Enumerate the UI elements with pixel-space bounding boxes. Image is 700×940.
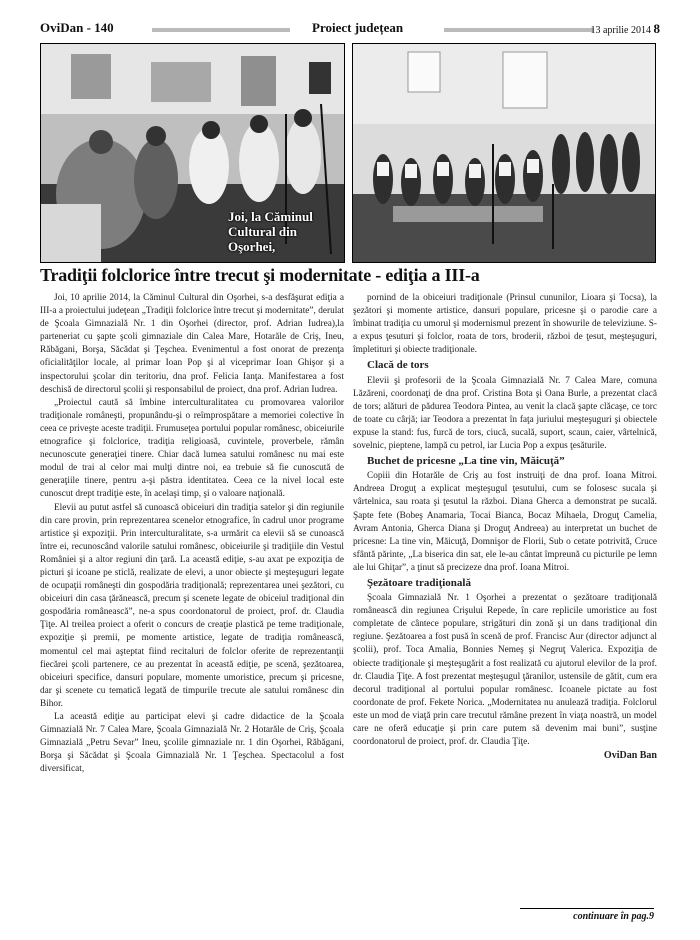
article-paragraph: Elevii şi profesorii de la Şcoala Gimnazială Nr. 7 Calea Mare, comuna Lăzăreni, coordonaţi de dna prof. Cristina Bota şi Oana Burle, a prezentat clacă de tors; alături de pădurea Teodora Pintea, au venit la clacă şapte clăcaşe, ce torc de toate cu cârjă; iar Teodora a prezentat în faţa juriului meşteşuguri şi obiectele expuse la stand: fus, furcă de tors, ciucă, sucală, suport, scaun, caier, vârtelnică, sovelnic, pieptene, lampă cu petrol, iar Lucia Pop a expus ţesăturile. — [353, 375, 657, 452]
article-paragraph: Copiii din Hotarăle de Criş au fost instruiţi de dna prof. Ioana Mitroi. Andreea Droguţ a explicat meşteşugul ţesutului, cum se folosesc sucala şi vârtelnica, sau roata şi ţesutul la război. Diana Gherca a demonstrat pe sucală. Şapte fete (Bobeş Anamaria, Tocai Bianca, Bocaz Mihaela, Droguţ Camelia, Avram Antonia, Gherca Diana şi Droguţ Andreea) au interpretat un buchet de pricesne: La tine vin, Măicuţă, Domnişor de Florii, Sub o cetate potrivită, Cruce sfântă părinte, „La biserica din sat, ele le-au cântat împreună cu picturile pe lemn ale lui Ghiţar”, a ţinut să precizeze dna prof. Ioana Mitroi. — [353, 471, 657, 573]
article-headline: Tradiţii folclorice între trecut şi modernitate - ediţia a III-a — [40, 265, 480, 285]
subheading-buchet-de-pricesne: Buchet de pricesne „La tine vin, Măicuţă” — [367, 455, 565, 468]
article-column-left — [40, 292, 344, 776]
publication-issue: OviDan - 140 — [40, 20, 114, 35]
article-paragraph: Şcoala Gimnazială Nr. 1 Oşorhei a prezentat o şezătoare tradiţională românească din regiunea Crişului Repede, în care replicile umoristice au fost completate de cântece populare, strigături din zonă şi un dans tradiţional din regiune. Şezătoarea a fost pusă în scenă de prof. Francisc Aur (director adjunct al şcolii), prof. Toca Amalia, Bonnies Nemeş şi Negruţ Valerica. Expoziţia de obiecte tradiţionale şi meşteşugărit a fost realizată cu ajutorul elevilor de la prof. dr. Claudia Ţiţe. A fost prezentat meşteşugul ţăranilor, ustensile de gătit, cum era decorul tradiţional al portului popular românesc. Icoanele pictate au fost coordonate de prof. Fekete Norica. „Modernitatea nu anulează tradiţia. Folclorul este un mod de viaţă prin care trecutul rămâne prezent în viaţa noastră, un model care ne oferă educaţie şi prin care putem să devenim mai buni”, susţine coordonatorul de proiect, prof. dr. Claudia Ţiţe. — [353, 593, 657, 748]
header-rule-right — [444, 28, 594, 32]
page-number: 8 — [653, 21, 660, 36]
photo-caption — [228, 209, 338, 254]
continuation-note: continuare în pag.9 — [573, 911, 654, 922]
article-paragraph: Elevii au putut astfel să cunoască obiceiuri din tradiţia satelor şi din regiunile din care provin, prin reprezentarea scenelor etnografice, în cadrul unor programe artistice şi expoziţii. Prin interculturalitate, s-a urmărit ca elevii să se cunoască între ei, recunoscând valorile satului românesc, obiceiurile şi tradiţiile din Vestul României şi a altor regiuni din ţară. La această ediţie, s-au axat pe expoziţia de picturi şi icoane pe sticlă, realizate de elevi, a unor obiecte şi meşteşuguri legate de ocupaţii româneşti din gospodăria tradiţională; reprezentarea unei şezători, cu obiceiuri din casa ţărănească, precum şi scenete legate de obiceiul tradiţional din gospodăria românească”, ne-a spus coordonatorul de proiect, prof. dr. Claudia Ţiţe. Al treilea proiect a oferit o concurs de creaţie plastică pe teme tradiţionale, expoziţie și premii, pe momente artistice, legate de tradiţia românească, momentul cel mai aşteptat fiind recitaluri de folclor oferite de reprezentanţii fiecărei şcoli partenere, ce au prezentat în această ediţie, pe scenă, şezătoarea, obiceiuri specifice, dansuri populare, momente umoristice, precum şi pricesne, dar şi scenete cu tematică legată de timpurile trecute ale satului românesc din Bihor. — [40, 502, 344, 709]
continuation-rule — [520, 908, 654, 909]
header-rule-left — [152, 28, 290, 32]
article-column-right — [353, 292, 657, 762]
photo-stage-image — [353, 44, 655, 262]
photo-caption-line-1: Joi, la Căminul — [228, 209, 313, 224]
page-header — [40, 16, 660, 36]
issue-date-and-page — [590, 21, 660, 37]
photo-caption-line-2: Cultural din Oşorhei, — [228, 224, 297, 254]
article-paragraph: Joi, 10 aprilie 2014, la Căminul Cultural din Oşorhei, s-a desfăşurat ediţia a III-a a proiectului judeţean „Tradiţii folclorice între trecut şi modernitate”, derulat de Şcoala Gimnazială Nr. 1 din Oşorhei (director, prof. Adrian Iudrea),la parteneriat cu şapte şcoli gimnaziale din Calea Mare, Hotarăle de Criş, Ineu, Răbăgani, Borşa, Săcădat şi Ţeşchea. Evenimentul a fost onorat de prezenţa oficialităţilor locale, al primar Ioan Pop şi al viceprimar Ioan Ghişor şi a inspectorului şcolar din teritoriu, dna prof. Felicia Ianţa. Manifestarea a fost deschisă de directorul şcolii şi responsabilul de proiect, dna prof. Adrian Iudrea. — [40, 293, 345, 395]
author-signature: OviDan Ban — [603, 750, 657, 762]
section-title: Proiect județean — [312, 20, 404, 35]
issue-date: 13 aprilie 2014 — [590, 25, 651, 36]
article-paragraph: pornind de la obiceiuri tradiţionale (Prinsul cununilor, Lioara şi Tocsa), la şezători şi momente artistice, dansuri populare, pricesne şi o parodie care a îmbinat tradiţia cu umorul şi modernismul prezent în showurile de televiziune. S-a expus ţesuturi şi folclor, roata de tors, broderii, război de ţesut, meşteşuguri, împletituri şi obiecte tradiţionale. — [353, 293, 657, 356]
subheading-sezatoare: Şezătoare tradiţională — [367, 576, 471, 589]
event-photo-stage — [352, 43, 656, 263]
event-photo-musicians — [40, 43, 345, 263]
subheading-clacă-de-tors: Clacă de tors — [367, 359, 429, 372]
article-paragraph: La această ediţie au participat elevi şi cadre didactice de la Şcoala Gimnazială Nr. 7 Calea Mare, Şcoala Gimnazială Nr. 2 Hotarăle de Criş, Şcoala Gimnazială „Petru Sevar” Ineu, şcolile gimnaziale nr. 1 din Oşorhei, Răbăgani, Borşa şi Săcădat şi Şcoala Gimnazială Nr. 1 Ţeşchea. Spectacolul a fost diversificat, — [40, 712, 344, 775]
article-paragraph: „Proiectul caută să îmbine interculturalitatea cu promovarea valorilor tradiţionale româneşti, propunându-şi o reîmprospătare a memoriei colective în ceea ce priveşte aceste tradiţii. Frumuseţea portului popular românesc, obiceiurile etnografice şi folclorice, tradiţia religioasă, cuvintele, proverbele, rămân necunoscute generaţiei tinere. Chiar dacă lumea satului românesc nu mai este modul de trai al celor mai mulţi dintre noi, ea trebuie să fie cunoscută de generaţiile tinere, pentru a-şi păstra identitatea. Ceea ce la nivel local este cunoscut drept tradiţie este, în acelaşi timp, şi o valoare naţională. — [40, 397, 344, 500]
